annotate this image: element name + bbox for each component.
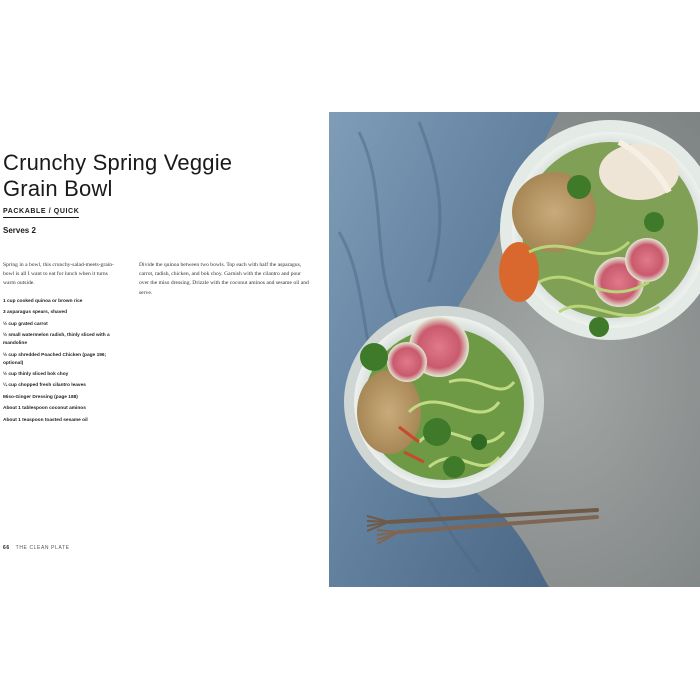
ingredient-item: About 1 teaspoon toasted sesame oil <box>3 417 88 423</box>
grain-bowl-photo-illustration <box>329 112 700 587</box>
recipe-intro: Spring in a bowl, this crunchy-salad-meets-grain-bowl is all I want to eat for lunch when it turns warm outside. <box>3 262 114 287</box>
ingredient-item: ½ cup grated carrot <box>3 321 48 327</box>
ingredient-item: ½ cup shredded Poached Chicken (page 196; optional) <box>3 352 107 366</box>
recipe-tags: PACKABLE / QUICK <box>3 208 79 218</box>
ingredient-item: 3 asparagus spears, shaved <box>3 310 67 316</box>
recipe-photo <box>329 112 700 587</box>
recipe-title-line-1: Crunchy Spring Veggie <box>3 150 233 175</box>
recipe-serves: Serves 2 <box>3 226 36 235</box>
recipe-method: Divide the quinoa between two bowls. Top each with half the asparagus, carrot, radish, chicken, and bok choy. Garnish with the cilantro and pour over the miso dressing. Drizzle with the coconut aminos and sesame oil and serve. <box>139 262 309 296</box>
ingredient-item: ¼ cup chopped fresh cilantro leaves <box>3 383 86 389</box>
ingredient-list <box>3 298 121 428</box>
recipe-title-line-2: Grain Bowl <box>3 176 113 201</box>
ingredient-item: ½ small watermelon radish, thinly sliced with a mandoline <box>3 333 110 347</box>
ingredient-item: About 1 tablespoon coconut aminos <box>3 406 86 412</box>
ingredient-item: 1 cup cooked quinoa or brown rice <box>3 299 83 304</box>
front-bowl <box>344 306 544 498</box>
page-number: 66 <box>3 545 10 551</box>
ingredient-item: Miso-Ginger Dressing (page 188) <box>3 394 78 400</box>
book-title: THE CLEAN PLATE <box>15 545 70 551</box>
recipe-title <box>3 150 323 202</box>
ingredient-item: ½ cup thinly sliced bok choy <box>3 371 69 377</box>
page-footer <box>3 545 70 551</box>
